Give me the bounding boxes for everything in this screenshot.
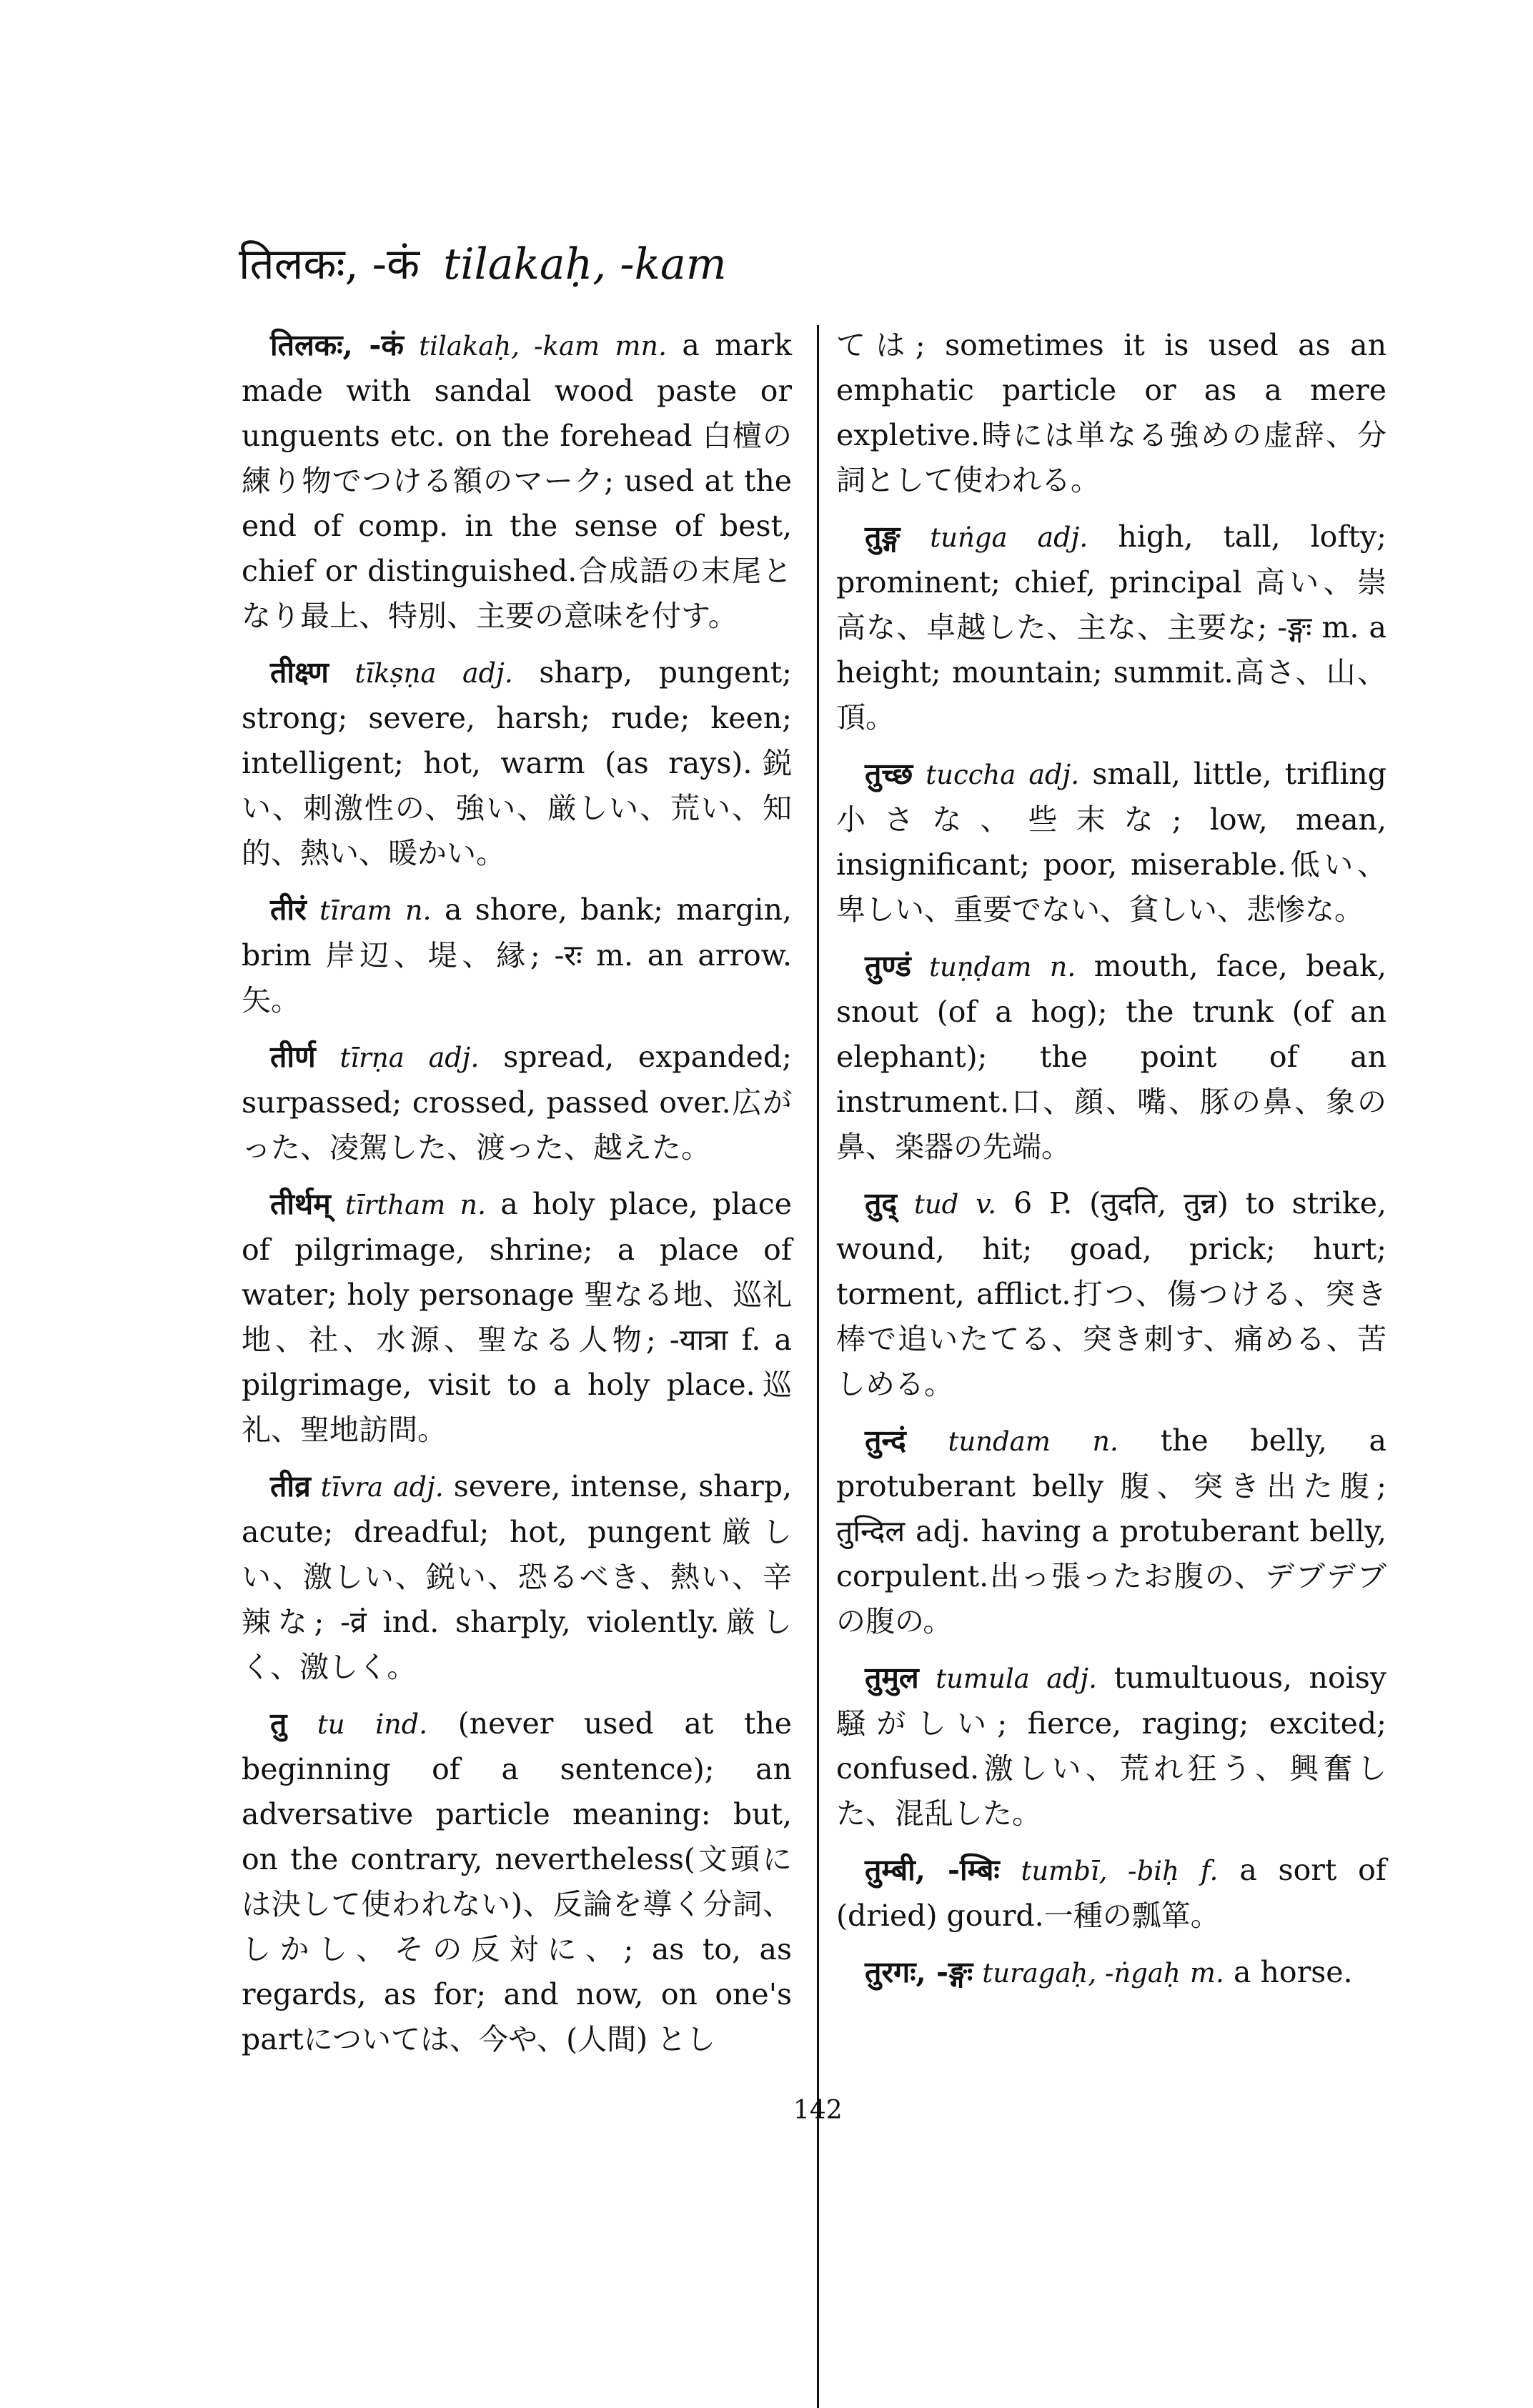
headword: तुद् <box>865 1186 898 1220</box>
definition: tumultuous, noisy 騒がしい; fierce, raging; excited; confused.激しい、荒れ狂う、興奮した、混乱した。 <box>836 1661 1386 1831</box>
definition: spread, expanded; surpassed; crossed, passed over.広がった、凌駕した、渡った、越えた。 <box>242 1040 792 1165</box>
right-column <box>836 323 1386 2007</box>
grammar-label: mn. <box>615 330 668 362</box>
headword: तुमुल <box>865 1661 919 1695</box>
transliteration: tīram <box>319 895 392 926</box>
grammar-label: adj. <box>1028 759 1080 790</box>
transliteration: tīkṣṇa <box>354 658 437 689</box>
headword: तुच्छ <box>865 757 913 791</box>
definition: sharp, pungent; strong; severe, harsh; rude; keen; intelligent; hot, warm (as rays).鋭い、刺激性の、強い、厳しい、荒い、知的、熱い、暖かい。 <box>242 655 792 870</box>
dictionary-entry <box>836 1656 1386 1836</box>
headword: तुण्डं <box>865 949 911 983</box>
grammar-label: m. <box>1189 1957 1224 1989</box>
transliteration: turagaḥ, -ṅgaḥ <box>982 1958 1181 1989</box>
page-number: 142 <box>793 2096 843 2125</box>
definition: mouth, face, beak, snout (of a hog); the trunk (of an elephant); the point of an instrument.口、顔、嘴、豚の鼻、象の鼻、楽器の先端。 <box>836 949 1386 1164</box>
headword: तीव्र <box>270 1469 311 1503</box>
dictionary-entry <box>836 1848 1386 1939</box>
grammar-label: ind. <box>375 1708 428 1740</box>
headword: तीक्ष्ण <box>270 655 329 690</box>
dictionary-entry <box>242 1464 792 1690</box>
transliteration: tīrtham <box>344 1190 446 1220</box>
dictionary-entry <box>836 1950 1386 1996</box>
grammar-label: n. <box>405 895 432 926</box>
transliteration: tumula <box>936 1663 1030 1694</box>
page-header <box>239 236 727 293</box>
definition: a holy place, place of pilgrimage, shrine; a place of water; holy personage 聖なる地、巡礼地、社、水源、聖なる人物; -यात्रा f. a pilgrimage, visit to a holy place.巡礼、聖地訪問。 <box>242 1187 792 1447</box>
grammar-label: n. <box>1049 951 1076 982</box>
definition: a mark made with sandal wood paste or unguents etc. on the forehead 白檀の練り物でつける額のマーク; used at the end of comp. in the sense of best, chief or distinguished.合成語の末尾となり最上、特別、主要の意味を付す。 <box>242 328 792 633</box>
headword: तीर्थम् <box>270 1187 331 1221</box>
dictionary-entry <box>242 1701 792 2062</box>
dictionary-entry <box>836 514 1386 740</box>
definition: ては; sometimes it is used as an emphatic particle or as a mere expletive.時には単なる強めの虚辞、分詞として使われる。 <box>836 328 1386 497</box>
grammar-label: n. <box>1092 1426 1119 1457</box>
transliteration: tuṅga <box>930 522 1008 553</box>
grammar-label: adj. <box>428 1042 480 1073</box>
transliteration: tīrṇa <box>339 1043 405 1073</box>
definition: 6 P. (तुदति, तुन्न) to strike, wound, hit; goad, prick; hurt; torment, afflict.打つ、傷つける、突き棒で追いたてる、突き刺す、痛める、苦しめる。 <box>836 1186 1386 1401</box>
grammar-label: v. <box>976 1188 997 1220</box>
headword: तुङ्ग <box>865 519 901 554</box>
transliteration: tuṇḍam <box>929 952 1032 982</box>
definition: (never used at the beginning of a sentence); an adversative particle meaning: but, on the contrary, nevertheless(文頭には決して使われない)、反論を導く分詞、しかし、その反対に、; as to, as regards, as for; and now, on one's partについては、今や、(人間) とし <box>242 1706 792 2056</box>
definition: high, tall, lofty; prominent; chief, principal 高い、崇高な、卓越した、主な、主要な; -ङ्गः m. a height; mountain; summit.高さ、山、頂。 <box>836 519 1386 735</box>
grammar-label: adj. <box>393 1471 444 1503</box>
header-romanization: tilakaḥ, -kam <box>443 239 727 289</box>
dictionary-entry <box>836 1181 1386 1407</box>
transliteration: tilakaḥ, -kam <box>419 331 600 362</box>
grammar-label: adj. <box>1046 1663 1098 1694</box>
transliteration: tumbī, -biḥ <box>1021 1856 1179 1886</box>
headword: तिलकः, -कं <box>270 328 404 362</box>
headword: तुरगः, -ङ्गः <box>865 1955 973 1989</box>
definition: a shore, bank; margin, brim 岸辺、堤、縁; -रः m. an arrow.矢。 <box>242 892 792 1018</box>
headword: तुन्दं <box>865 1423 906 1458</box>
grammar-label: adj. <box>462 657 513 689</box>
definition: small, little, trifling 小さな、些末な; low, mean, insignificant; poor, miserable.低い、卑しい、重要でない、貧しい、悲惨な。 <box>836 757 1386 927</box>
grammar-label: n. <box>460 1189 487 1220</box>
header-devanagari: तिलकः, -कं <box>239 239 420 289</box>
dictionary-entry <box>836 323 1386 503</box>
definition: the belly, a protuberant belly 腹、突き出た腹; तुन्दिल adj. having a protuberant belly, corpulent.出っ張ったお腹の、デブデブの腹の。 <box>836 1423 1386 1638</box>
definition: a sort of (dried) gourd.一種の瓢箪。 <box>836 1853 1386 1933</box>
left-column <box>242 323 792 2074</box>
headword: तीरं <box>270 892 307 927</box>
dictionary-entry <box>836 752 1386 932</box>
transliteration: tu <box>317 1709 345 1740</box>
transliteration: tundam <box>948 1426 1051 1457</box>
headword: तुम्बी, -म्बिः <box>865 1853 1000 1887</box>
transliteration: tud <box>913 1189 959 1220</box>
definition: a horse. <box>1234 1955 1353 1989</box>
transliteration: tīvra <box>320 1472 384 1503</box>
dictionary-entry <box>242 650 792 876</box>
dictionary-entry <box>242 887 792 1023</box>
headword: तु <box>270 1706 287 1741</box>
grammar-label: adj. <box>1037 522 1088 553</box>
definition: severe, intense, sharp, acute; dreadful; hot, pungent厳しい、激しい、鋭い、恐るべき、熱い、辛辣な; -व्रं ind. sharply, violently.厳しく、激しく。 <box>242 1469 792 1684</box>
headword: तीर्ण <box>270 1040 316 1074</box>
dictionary-entry <box>242 1035 792 1170</box>
dictionary-entry <box>836 1418 1386 1644</box>
dictionary-entry <box>836 944 1386 1170</box>
dictionary-entry <box>242 1182 792 1453</box>
dictionary-entry <box>242 323 792 639</box>
grammar-label: f. <box>1200 1855 1219 1886</box>
transliteration: tuccha <box>926 760 1016 790</box>
